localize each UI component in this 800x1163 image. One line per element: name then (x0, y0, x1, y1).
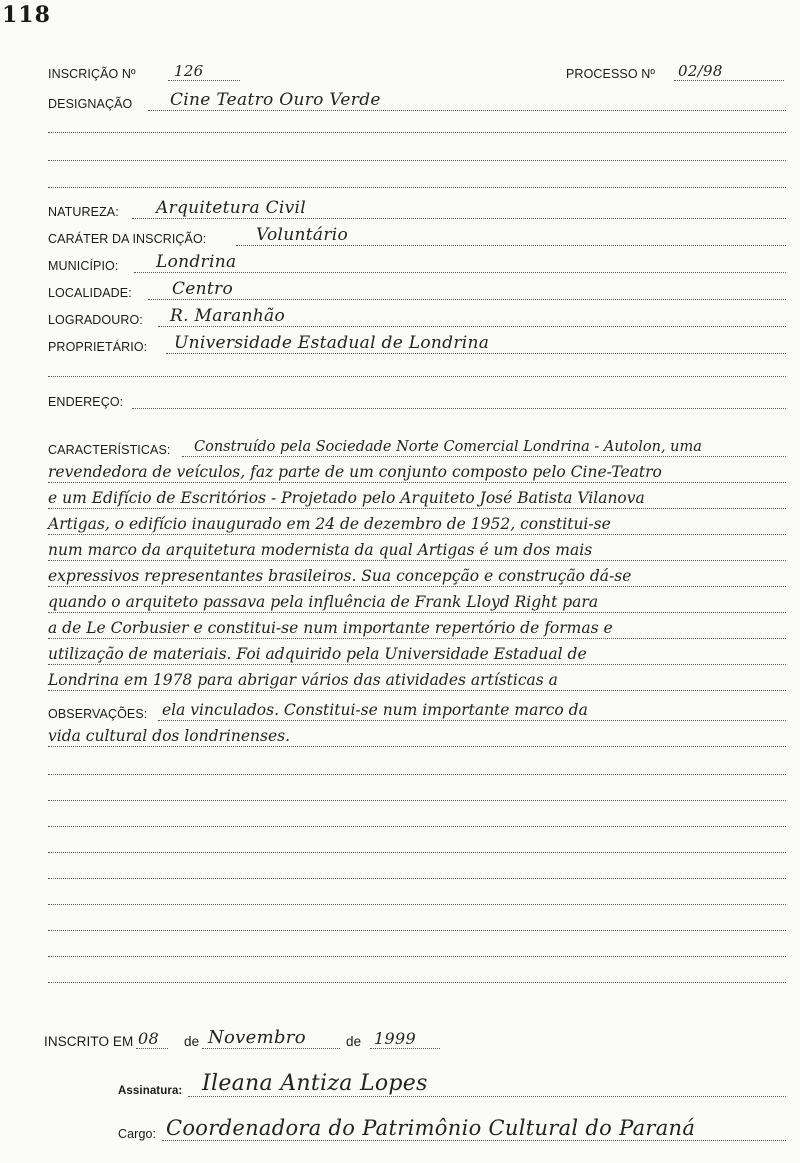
carater-label: CARÁTER DA INSCRIÇÃO: (48, 232, 207, 246)
caracteristicas-text: e um Edifício de Escritórios - Projetado pelo Arquiteto José Batista Vilanova (48, 489, 645, 507)
localidade-label: LOCALIDADE: (48, 286, 132, 300)
caracteristicas-line (48, 592, 786, 614)
caracteristicas-text: revendedora de veículos, faz parte de um conjunto composto pelo Cine-Teatro (48, 463, 662, 481)
localidade-row (48, 281, 786, 301)
page-number: 118 (2, 2, 51, 28)
inscricao-line (168, 80, 240, 81)
natureza-row (48, 200, 786, 220)
municipio-line (134, 272, 786, 273)
municipio-label: MUNICÍPIO: (48, 259, 119, 273)
municipio-value: Londrina (156, 252, 237, 272)
logradouro-label: LOGRADOURO: (48, 313, 143, 327)
writing-line (48, 638, 786, 639)
writing-line (48, 508, 786, 509)
observacoes-label: OBSERVAÇÕES: (48, 707, 148, 721)
cargo-value: Coordenadora do Patrimônio Cultural do Paraná (166, 1116, 696, 1140)
designacao-blank-line (48, 187, 786, 188)
caracteristicas-label: CARACTERÍSTICAS: (48, 443, 171, 457)
inscrito-year: 1999 (374, 1029, 416, 1048)
proprietario-line (166, 353, 786, 354)
writing-line (48, 746, 786, 747)
writing-line (48, 560, 786, 561)
natureza-line (132, 218, 786, 219)
natureza-value: Arquitetura Civil (156, 198, 307, 218)
caracteristicas-text: num marco da arquitetura modernista da qual Artigas é um dos mais (48, 541, 593, 559)
observacoes-line (48, 726, 786, 748)
proprietario-label: PROPRIETÁRIO: (48, 340, 148, 354)
municipio-row (48, 254, 786, 274)
blank-line (48, 878, 786, 879)
writing-line (48, 534, 786, 535)
localidade-line (148, 299, 786, 300)
processo-line (674, 80, 784, 81)
inscrito-year-line (370, 1048, 440, 1049)
observacoes-line-1 (48, 700, 786, 722)
endereco-line (132, 408, 786, 409)
caracteristicas-text: Construído pela Sociedade Norte Comercial Londrina - Autolon, uma (194, 439, 702, 455)
observacoes-text: ela vinculados. Constitui-se num importante marco da (162, 701, 588, 719)
logradouro-line (158, 326, 786, 327)
inscrito-label: INSCRITO EM (44, 1034, 134, 1049)
localidade-value: Centro (172, 279, 234, 299)
proprietario-blank-line (48, 376, 786, 377)
inscrito-de-label: de (184, 1034, 200, 1049)
caracteristicas-line (48, 644, 786, 666)
assinatura-row (118, 1071, 786, 1098)
blank-line (48, 930, 786, 931)
inscrito-month: Novembro (208, 1027, 306, 1048)
writing-line (182, 456, 786, 457)
observacoes-text: vida cultural dos londrinenses. (48, 727, 291, 745)
caracteristicas-line (48, 488, 786, 510)
inscricao-label: INSCRIÇÃO Nº (48, 67, 136, 81)
designacao-label: DESIGNAÇÃO (48, 97, 133, 111)
writing-line (48, 612, 786, 613)
writing-line (48, 690, 786, 691)
proprietario-value: Universidade Estadual de Londrina (174, 333, 490, 353)
designacao-value: Cine Teatro Ouro Verde (170, 90, 381, 110)
endereco-row (48, 390, 786, 410)
caracteristicas-line (48, 540, 786, 562)
inscrito-month-line (202, 1048, 340, 1049)
caracteristicas-text: utilização de materiais. Foi adquirido pela Universidade Estadual de (48, 645, 587, 663)
designacao-row (48, 92, 786, 112)
processo-label: PROCESSO Nº (566, 67, 656, 81)
caracteristicas-line (48, 670, 786, 692)
writing-line (158, 720, 786, 721)
cargo-line (162, 1140, 786, 1141)
designacao-blank-line (48, 160, 786, 161)
writing-line (48, 586, 786, 587)
natureza-label: NATUREZA: (48, 205, 119, 219)
inscricao-value: 126 (174, 62, 204, 80)
blank-line (48, 904, 786, 905)
caracteristicas-text: expressivos representantes brasileiros. Sua concepção e construção dá-se (48, 567, 632, 585)
writing-line (48, 664, 786, 665)
blank-line (48, 956, 786, 957)
logradouro-value: R. Maranhão (170, 306, 285, 326)
designacao-line (148, 110, 786, 111)
writing-line (48, 482, 786, 483)
designacao-blank-line (48, 132, 786, 133)
caracteristicas-line (48, 618, 786, 640)
caracteristicas-text: a de Le Corbusier e constitui-se num importante repertório de formas e (48, 619, 613, 637)
caracteristicas-text: Londrina em 1978 para abrigar vários das atividades artísticas a (48, 671, 558, 689)
blank-line (48, 800, 786, 801)
caracteristicas-text: Artigas, o edifício inaugurado em 24 de dezembro de 1952, constitui-se (48, 515, 611, 533)
blank-line (48, 852, 786, 853)
cargo-row (118, 1112, 786, 1142)
assinatura-signature: Ileana Antiza Lopes (202, 1071, 428, 1096)
caracteristicas-line (48, 566, 786, 588)
assinatura-label: Assinatura: (118, 1085, 183, 1097)
inscricao-row (48, 62, 786, 82)
blank-line (48, 774, 786, 775)
caracteristicas-line (48, 462, 786, 484)
cargo-label: Cargo: (118, 1127, 157, 1141)
logradouro-row (48, 308, 786, 328)
blank-line (48, 982, 786, 983)
processo-value: 02/98 (678, 62, 723, 80)
caracteristicas-line-1 (48, 436, 786, 458)
blank-line (48, 826, 786, 827)
caracteristicas-text: quando o arquiteto passava pela influência de Frank Lloyd Right para (48, 593, 599, 611)
carater-row (48, 227, 786, 247)
caracteristicas-line (48, 514, 786, 536)
inscrito-de-label: de (346, 1034, 362, 1049)
proprietario-row (48, 335, 786, 355)
carater-line (236, 245, 786, 246)
inscrito-day: 08 (138, 1029, 159, 1048)
carater-value: Voluntário (256, 225, 349, 245)
endereco-label: ENDEREÇO: (48, 395, 124, 409)
inscrito-day-line (136, 1048, 168, 1049)
inscrito-row (44, 1027, 484, 1050)
assinatura-line (188, 1096, 786, 1097)
